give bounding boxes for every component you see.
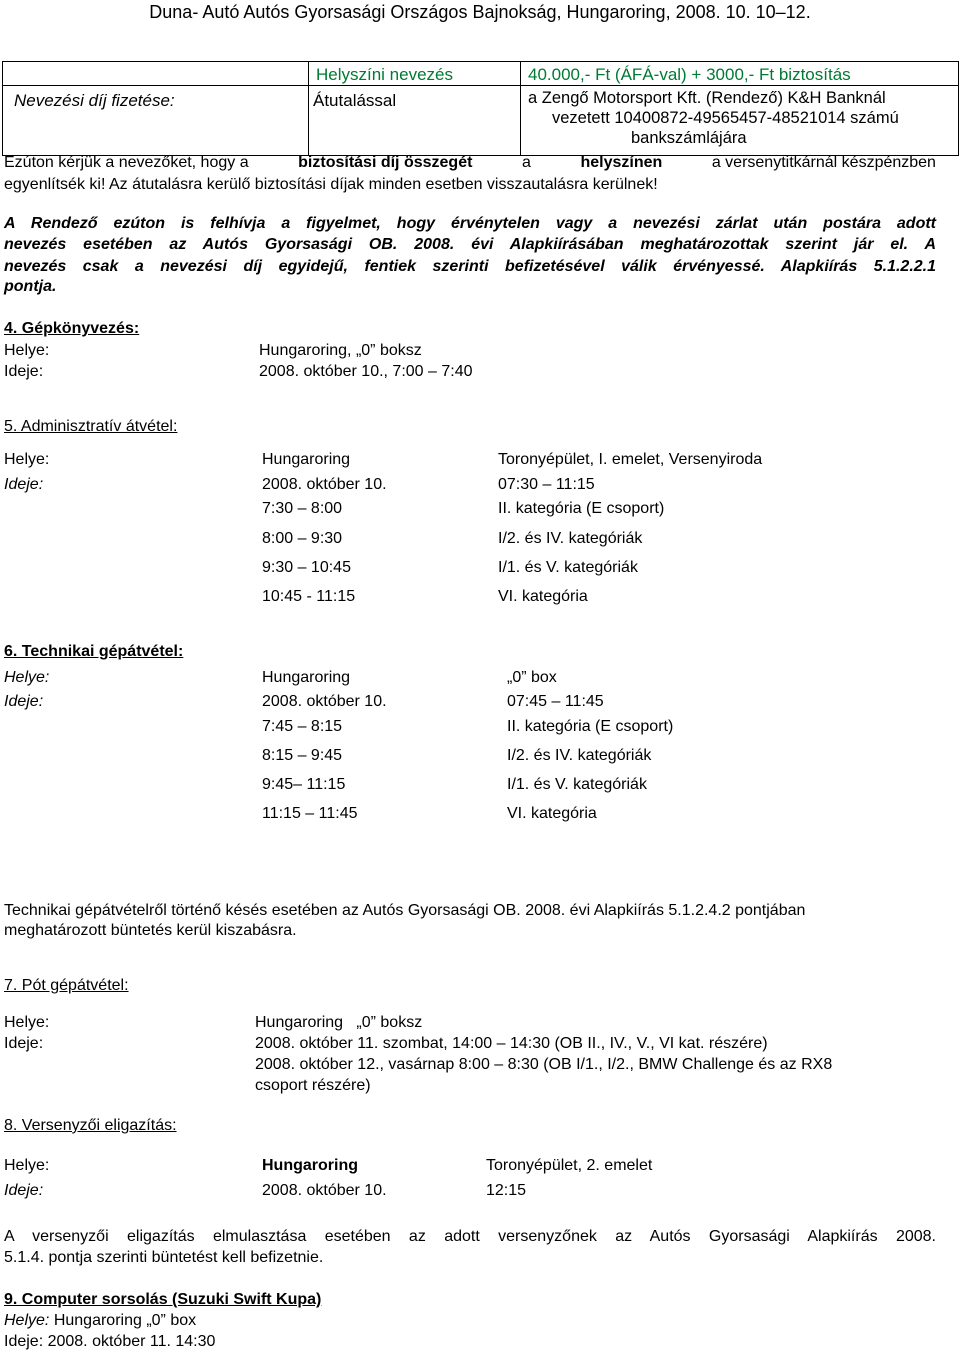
fee-account-line: a Zengő Motorsport Kft. (Rendező) K&H Banknál: [528, 89, 886, 107]
section5-heading: 5. Adminisztratív átvétel:: [4, 418, 178, 435]
insurance-note-text: Ezúton kérjük a nevezőket, hogy a: [4, 154, 249, 171]
section4-place-label: Helye:: [4, 342, 50, 359]
fee-account-line: bankszámlájára: [631, 129, 747, 147]
section6-slot-category: VI. kategória: [507, 805, 597, 822]
section6-time-label: Ideje:: [4, 693, 44, 710]
insurance-note-bold: helyszínen: [580, 154, 663, 171]
section6-place-label: Helye:: [4, 669, 50, 686]
section6-slot-category: I/2. és IV. kategóriák: [507, 747, 652, 764]
insurance-note-line2: egyenlítsék ki! Az átutalásra kerülő biztosítási díjak minden esetben visszautalásra kerülnek!: [4, 176, 658, 193]
organizer-note-line: A Rendező ezúton is felhívja a figyelmet, hogy érvénytelen vagy a nevezési zárlat után postára adott: [4, 215, 936, 232]
section9-place-value: Hungaroring „0” box: [53, 1312, 197, 1329]
section8-place-value: Hungaroring: [262, 1157, 358, 1174]
section4-heading: 4. Gépkönyvezés:: [4, 320, 140, 337]
section5-slot-category: II. kategória (E csoport): [498, 500, 665, 517]
section5-slot-category: I/2. és IV. kategóriák: [498, 530, 643, 547]
section5-place-value: Hungaroring: [262, 451, 351, 468]
organizer-note-line: pontja.: [4, 278, 57, 295]
section5-slot-time: 7:30 – 8:00: [262, 500, 343, 517]
section6-date-range: 07:45 – 11:45: [507, 693, 604, 710]
section6-slot-time: 8:15 – 9:45: [262, 747, 343, 764]
section6-place-value: Hungaroring: [262, 669, 351, 686]
section9-place-row: [4, 1312, 196, 1330]
insurance-note-line1: [4, 154, 936, 172]
section5-place-detail: Toronyépület, I. emelet, Versenyiroda: [498, 451, 763, 468]
section7-time-label: Ideje:: [4, 1035, 44, 1052]
section5-time-label: Ideje:: [4, 476, 44, 493]
section5-slot-category: I/1. és V. kategóriák: [498, 559, 638, 576]
section8-time: 12:15: [486, 1182, 527, 1199]
section5-slot-time: 8:00 – 9:30: [262, 530, 343, 547]
section8-date: 2008. október 10.: [262, 1182, 387, 1199]
section7-heading: 7. Pót gépátvétel:: [4, 977, 129, 994]
section6-place-detail: „0” box: [507, 669, 557, 686]
table-divider: [3, 85, 958, 86]
section4-time-label: Ideje:: [4, 363, 44, 380]
fee-payment-label: Nevezési díj fizetése:: [14, 91, 175, 110]
section8-time-label: Ideje:: [4, 1182, 44, 1199]
organizer-note-line: nevezés esetében az Autós Gyorsasági OB. 2008. évi Alapkiírásában meghatározottak szerint jár el. A: [4, 236, 936, 253]
section6-slot-category: II. kategória (E csoport): [507, 718, 674, 735]
table-divider: [308, 62, 309, 155]
section6-date: 2008. október 10.: [262, 693, 387, 710]
section6-note-line: Technikai gépátvételről történő késés esetében az Autós Gyorsasági OB. 2008. évi Alapkiírás 5.1.2.4.2 pontjában: [4, 902, 806, 919]
fee-account-line: vezetett 10400872-49565457-48521014 számú: [552, 109, 899, 127]
section6-note-line: meghatározott büntetés kerül kiszabásra.: [4, 922, 297, 939]
insurance-note-bold: biztosítási díj összegét: [298, 154, 473, 171]
table-divider: [520, 62, 521, 155]
section6-slot-time: 9:45– 11:15: [262, 776, 346, 793]
section9-time-line: Ideje: 2008. október 11. 14:30: [4, 1333, 216, 1350]
section8-heading: 8. Versenyzői eligazítás:: [4, 1117, 177, 1134]
section5-slot-time: 9:30 – 10:45: [262, 559, 351, 576]
page-header-title: Duna- Autó Autós Gyorsasági Országos Bajnokság, Hungaroring, 2008. 10. 10–12.: [149, 2, 811, 22]
section8-place-label: Helye:: [4, 1157, 50, 1174]
section5-date-range: 07:30 – 11:15: [498, 476, 595, 493]
section4-place-value: Hungaroring, „0” boksz: [259, 342, 422, 359]
section7-place-label: Helye:: [4, 1014, 50, 1031]
section7-time-line: 2008. október 11. szombat, 14:00 – 14:30 (OB II., IV., V., VI kat. részére): [255, 1035, 768, 1052]
section5-place-label: Helye:: [4, 451, 50, 468]
section6-slot-time: 11:15 – 11:45: [262, 805, 358, 822]
section6-slot-category: I/1. és V. kategóriák: [507, 776, 647, 793]
section9-heading: 9. Computer sorsolás (Suzuki Swift Kupa): [4, 1291, 322, 1308]
section8-place-detail: Toronyépület, 2. emelet: [486, 1157, 653, 1174]
section5-slot-time: 10:45 - 11:15: [262, 588, 356, 605]
section7-time-line: csoport részére): [255, 1077, 371, 1094]
section5-date: 2008. október 10.: [262, 476, 387, 493]
section5-slot-category: VI. kategória: [498, 588, 588, 605]
section6-heading: 6. Technikai gépátvétel:: [4, 643, 184, 660]
fee-row1-amount: 40.000,- Ft (ÁFÁ-val) + 3000,- Ft biztosítás: [528, 65, 851, 84]
section6-slot-time: 7:45 – 8:15: [262, 718, 343, 735]
organizer-note-line: nevezés csak a nevezési díj egyidejű, fentiek szerinti befizetésével válik érvényessé. Alapkiírás 5.1.2.2.1: [4, 258, 936, 275]
section7-time-line: 2008. október 12., vasárnap 8:00 – 8:30 (OB I/1., I/2., BMW Challenge és az RX8: [255, 1056, 833, 1073]
insurance-note-text: a: [521, 154, 531, 171]
section9-place-label: Helye:: [4, 1312, 50, 1329]
section4-time-value: 2008. október 10., 7:00 – 7:40: [259, 363, 473, 380]
section7-place-value: Hungaroring „0” boksz: [255, 1014, 423, 1031]
section8-note-line: A versenyzői eligazítás elmulasztása esetében az adott versenyzőnek az Autós Gyorsasági Alapkiírás 2008.: [4, 1228, 936, 1245]
section8-note-line: 5.1.4. pontja szerinti büntetést kell befizetnie.: [4, 1249, 324, 1266]
fee-row1-method: Helyszíni nevezés: [316, 65, 454, 84]
fee-row2-method: Átutalással: [313, 91, 397, 110]
insurance-note-text: a versenytitkárnál készpénzben: [711, 154, 936, 171]
